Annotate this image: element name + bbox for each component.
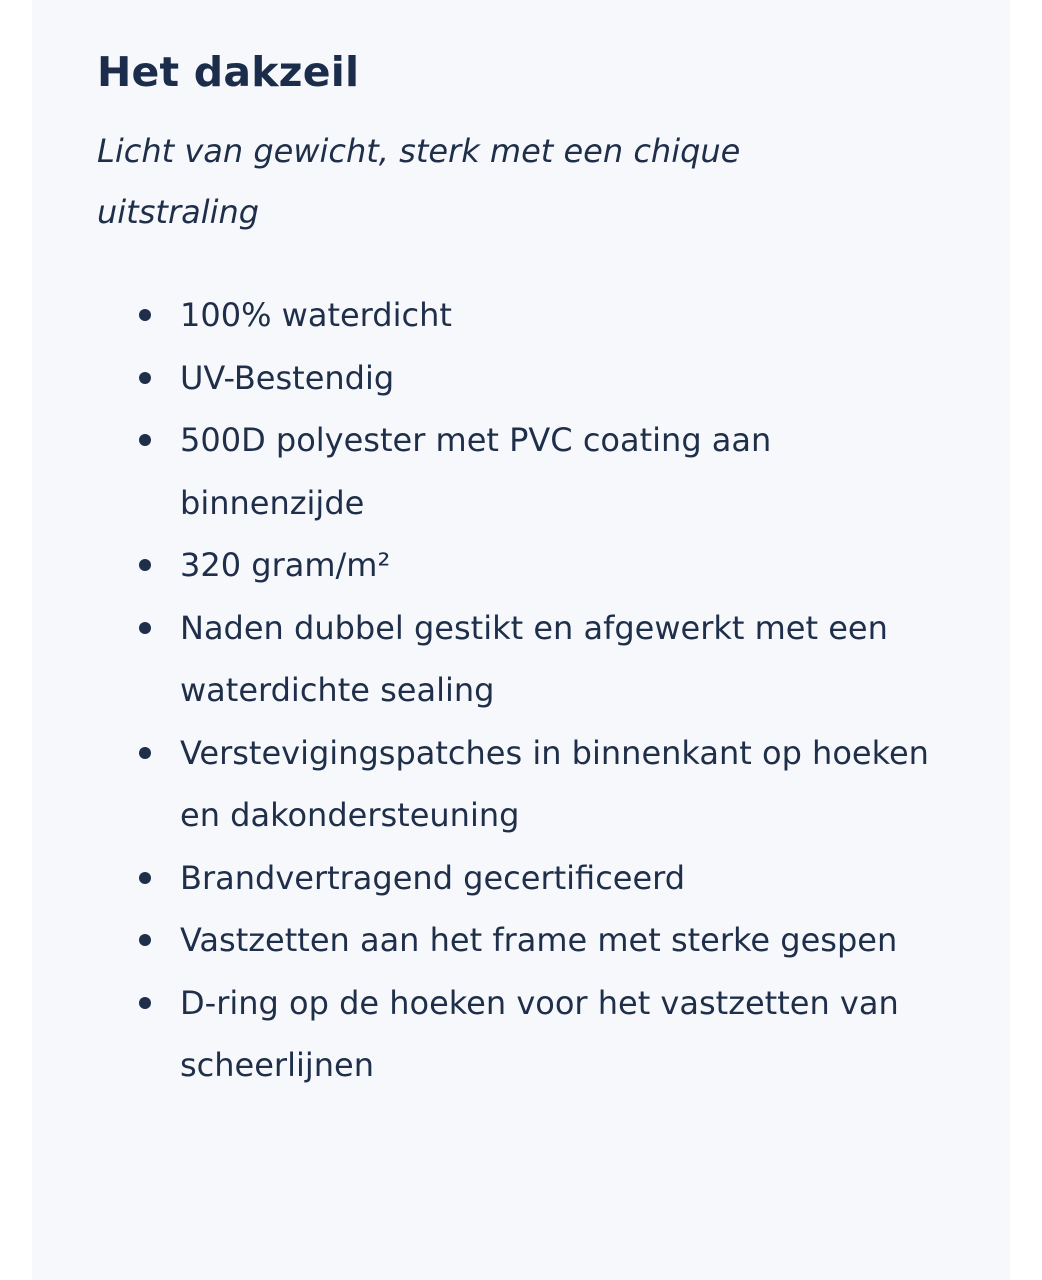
feature-text: 320 gram/m² xyxy=(180,546,391,584)
bullet-icon xyxy=(139,872,151,884)
bullet-icon xyxy=(139,747,151,759)
feature-item xyxy=(137,347,957,410)
feature-item xyxy=(137,284,957,347)
feature-text: Vastzetten aan het frame met sterke gespen xyxy=(180,921,898,959)
feature-item xyxy=(137,597,957,722)
feature-text: Naden dubbel gestikt en afgewerkt met een waterdichte sealing xyxy=(180,608,888,709)
product-info-card xyxy=(32,0,1010,1280)
bullet-icon xyxy=(139,622,151,634)
bullet-icon xyxy=(139,434,151,446)
feature-list xyxy=(137,284,957,1097)
feature-text: 100% waterdicht xyxy=(180,296,452,334)
bullet-icon xyxy=(139,997,151,1009)
section-subtitle: Licht van gewicht, sterk met een chique uitstraling xyxy=(97,132,741,231)
feature-item xyxy=(137,972,957,1097)
feature-item xyxy=(137,722,957,847)
feature-item xyxy=(137,847,957,910)
feature-text: Brandvertragend gecertificeerd xyxy=(180,858,686,897)
feature-item xyxy=(137,409,957,534)
bullet-icon xyxy=(139,559,151,571)
section-title: Het dakzeil xyxy=(97,48,360,96)
feature-text: D-ring op de hoeken voor het vastzetten van scheerlijnen xyxy=(180,983,899,1084)
bullet-icon xyxy=(139,934,151,946)
bullet-icon xyxy=(139,309,151,321)
feature-text: UV-Bestendig xyxy=(180,358,395,397)
feature-item xyxy=(137,909,957,972)
feature-text: 500D polyester met PVC coating aan binnenzijde xyxy=(180,421,772,522)
feature-text: Verstevigingspatches in binnenkant op hoeken en dakondersteuning xyxy=(180,733,929,834)
bullet-icon xyxy=(139,372,151,384)
feature-item xyxy=(137,534,957,597)
